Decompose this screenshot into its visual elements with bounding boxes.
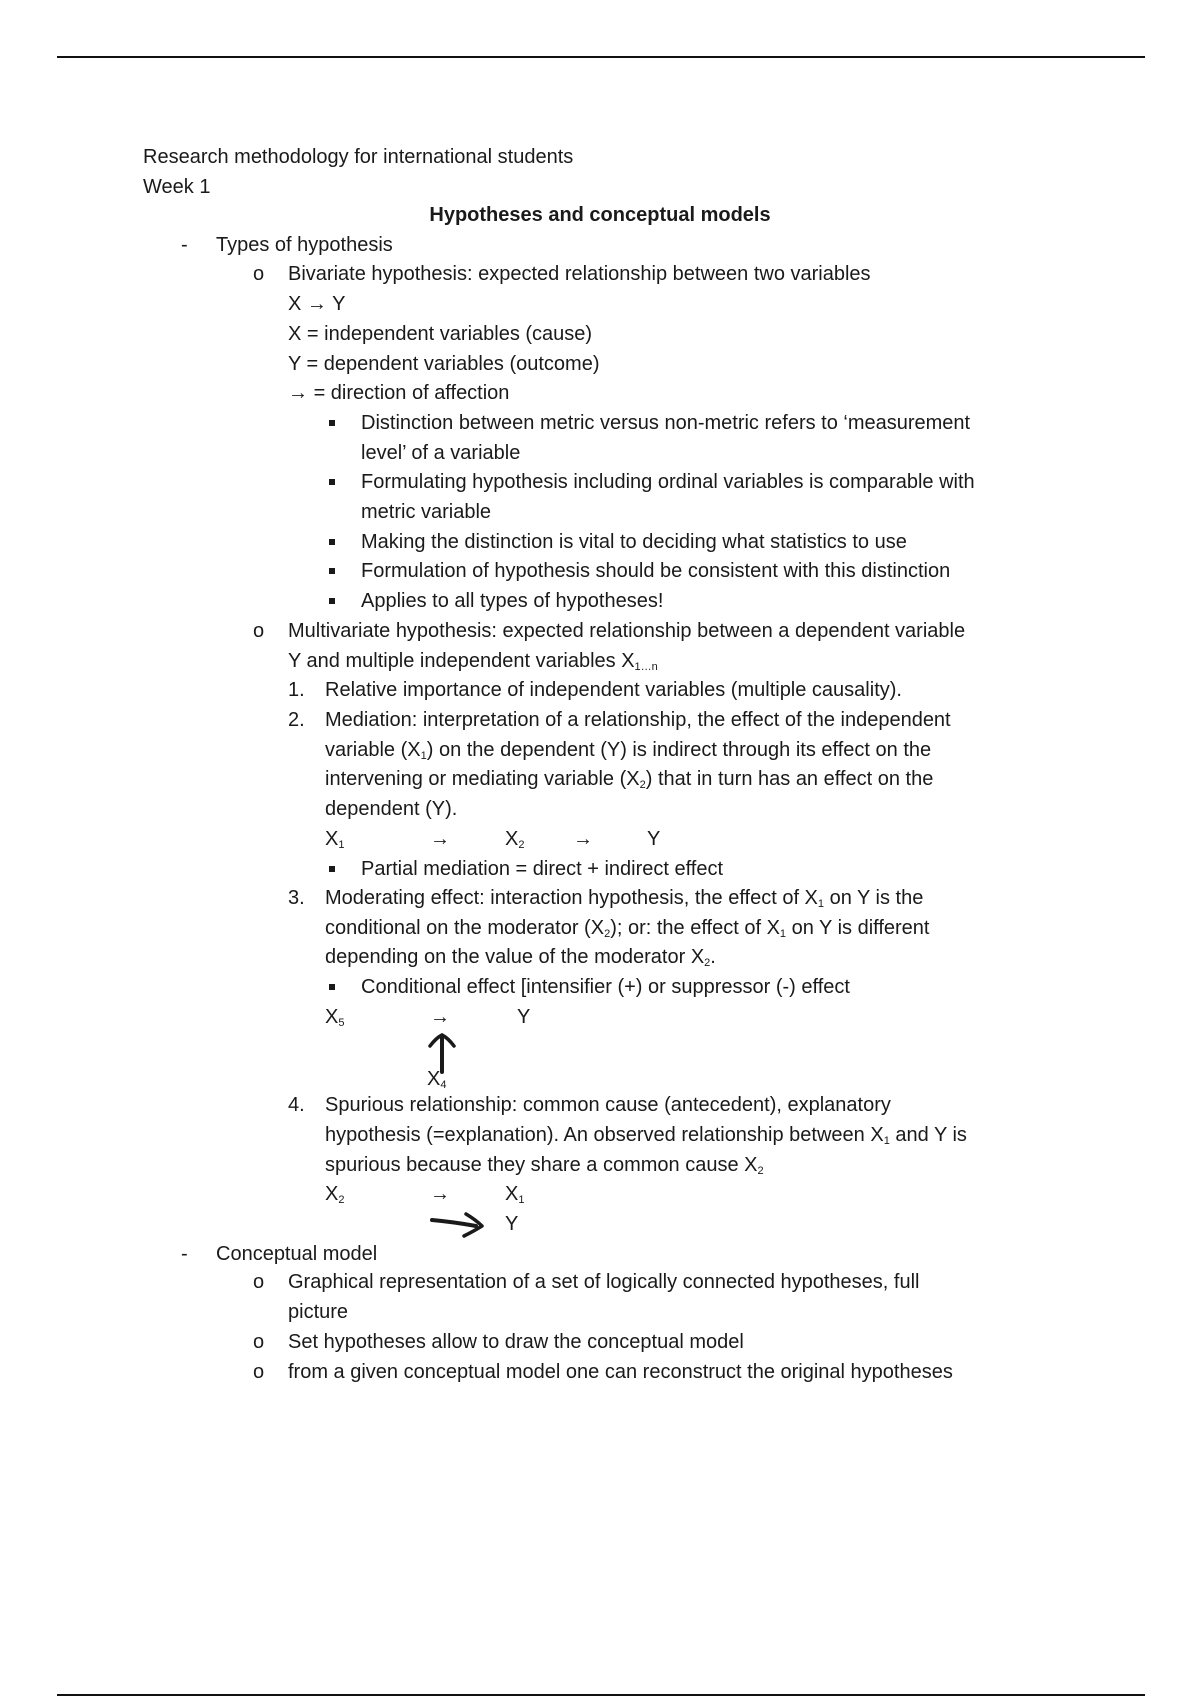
arrow-symbol: → (288, 382, 308, 404)
moderation-y: Y (517, 1006, 531, 1028)
y-definition: Y = dependent variables (outcome) (288, 353, 600, 375)
section-heading-types: Types of hypothesis (216, 234, 393, 256)
square-bullet (329, 420, 335, 426)
formula-x: X (288, 293, 302, 315)
course-title: Research methodology for international students (143, 146, 574, 168)
circle-bullet: o (253, 1271, 265, 1293)
list-number-2: 2. (288, 709, 305, 731)
item-relative-importance: Relative importance of independent variables (multiple causality). (325, 679, 902, 701)
point-ordinal-2: metric variable (361, 501, 492, 523)
moderation-x5: $X_5$ (325, 1006, 345, 1029)
mediation-line-1: Mediation: interpretation of a relationship, the effect of the independent (325, 709, 951, 731)
list-number-4: 4. (288, 1094, 305, 1116)
spurious-x1: $X_1$ (505, 1183, 525, 1206)
bivariate-text: Bivariate hypothesis: expected relationship between two variables (288, 263, 871, 285)
square-bullet (329, 598, 335, 604)
conditional-effect-point: Conditional effect [intensifier (+) or suppressor (-) effect (361, 976, 850, 998)
moderating-line-3: depending on the value of the moderator $X_2$. (325, 946, 716, 969)
conceptual-point-1b: picture (288, 1301, 349, 1323)
point-ordinal-1: Formulating hypothesis including ordinal variables is comparable with (361, 471, 975, 493)
spurious-y: Y (505, 1213, 519, 1235)
spurious-line-2: hypothesis (=explanation). An observed relationship between $X_1$ and Y is (325, 1124, 967, 1147)
mediation-line-4: dependent (Y). (325, 798, 458, 820)
multivariate-line-2: Y and multiple independent variables $X_{1\dots n}$ (288, 650, 658, 673)
mediation-arrow-2: → (573, 828, 593, 850)
square-bullet (329, 479, 335, 485)
circle-bullet: o (253, 620, 265, 642)
mediation-arrow-1: → (430, 828, 450, 850)
arrow-definition (288, 379, 509, 407)
point-consistency: Formulation of hypothesis should be consistent with this distinction (361, 560, 951, 582)
circle-bullet: o (253, 1361, 265, 1383)
circle-bullet: o (253, 1331, 265, 1353)
mediation-x2: $X_2$ (505, 828, 525, 851)
square-bullet (329, 866, 335, 872)
dash-bullet: - (181, 1243, 188, 1265)
arrow-definition-text: = direction of affection (313, 382, 510, 404)
moderation-arrow: → (430, 1006, 450, 1028)
conceptual-point-3: from a given conceptual model one can reconstruct the original hypotheses (288, 1361, 953, 1383)
partial-mediation-point: Partial mediation = direct + indirect effect (361, 858, 724, 880)
week-label: Week 1 (143, 176, 211, 198)
square-bullet (329, 539, 335, 545)
square-bullet (329, 984, 335, 990)
spurious-line-3: spurious because they share a common cause $X_2$ (325, 1154, 764, 1177)
formula-y: Y (332, 293, 346, 315)
moderator-x4: $X_4$ (427, 1068, 447, 1091)
spurious-x2: $X_2$ (325, 1183, 345, 1206)
formula-arrow: → (306, 293, 327, 315)
point-measurement-1: Distinction between metric versus non-metric refers to ‘measurement (361, 412, 971, 434)
point-measurement-2: level’ of a variable (361, 442, 521, 464)
hand-drawn-curved-arrow-icon (430, 1210, 488, 1238)
square-bullet (329, 568, 335, 574)
mediation-line-3: intervening or mediating variable $(X_2)$ that in turn has an effect on the (325, 768, 934, 791)
moderating-line-2: conditional on the moderator $(X_2)$; or: the effect of $X_1$ on Y is different (325, 917, 930, 940)
list-number-1: 1. (288, 679, 305, 701)
spurious-line-1: Spurious relationship: common cause (antecedent), explanatory (325, 1094, 891, 1116)
point-applies: Applies to all types of hypotheses! (361, 590, 664, 612)
page-title: Hypotheses and conceptual models (429, 204, 771, 226)
conceptual-point-2: Set hypotheses allow to draw the conceptual model (288, 1331, 744, 1353)
mediation-y: Y (647, 828, 661, 850)
point-statistics: Making the distinction is vital to deciding what statistics to use (361, 531, 907, 553)
mediation-line-2: variable $(X_1)$ on the dependent (Y) is indirect through its effect on the (325, 739, 932, 762)
x-definition: X = independent variables (cause) (288, 323, 593, 345)
bivariate-formula (288, 290, 345, 318)
section-heading-conceptual: Conceptual model (216, 1243, 378, 1265)
mediation-x1: $X_1$ (325, 828, 345, 851)
multivariate-line-1: Multivariate hypothesis: expected relationship between a dependent variable (288, 620, 966, 642)
moderating-line-1: Moderating effect: interaction hypothesis, the effect of $X_1$ on Y is the (325, 887, 924, 910)
spurious-arrow: → (430, 1183, 450, 1205)
conceptual-point-1a: Graphical representation of a set of logically connected hypotheses, full (288, 1271, 920, 1293)
dash-bullet: - (181, 234, 188, 256)
list-number-3: 3. (288, 887, 305, 909)
circle-bullet: o (253, 263, 265, 285)
